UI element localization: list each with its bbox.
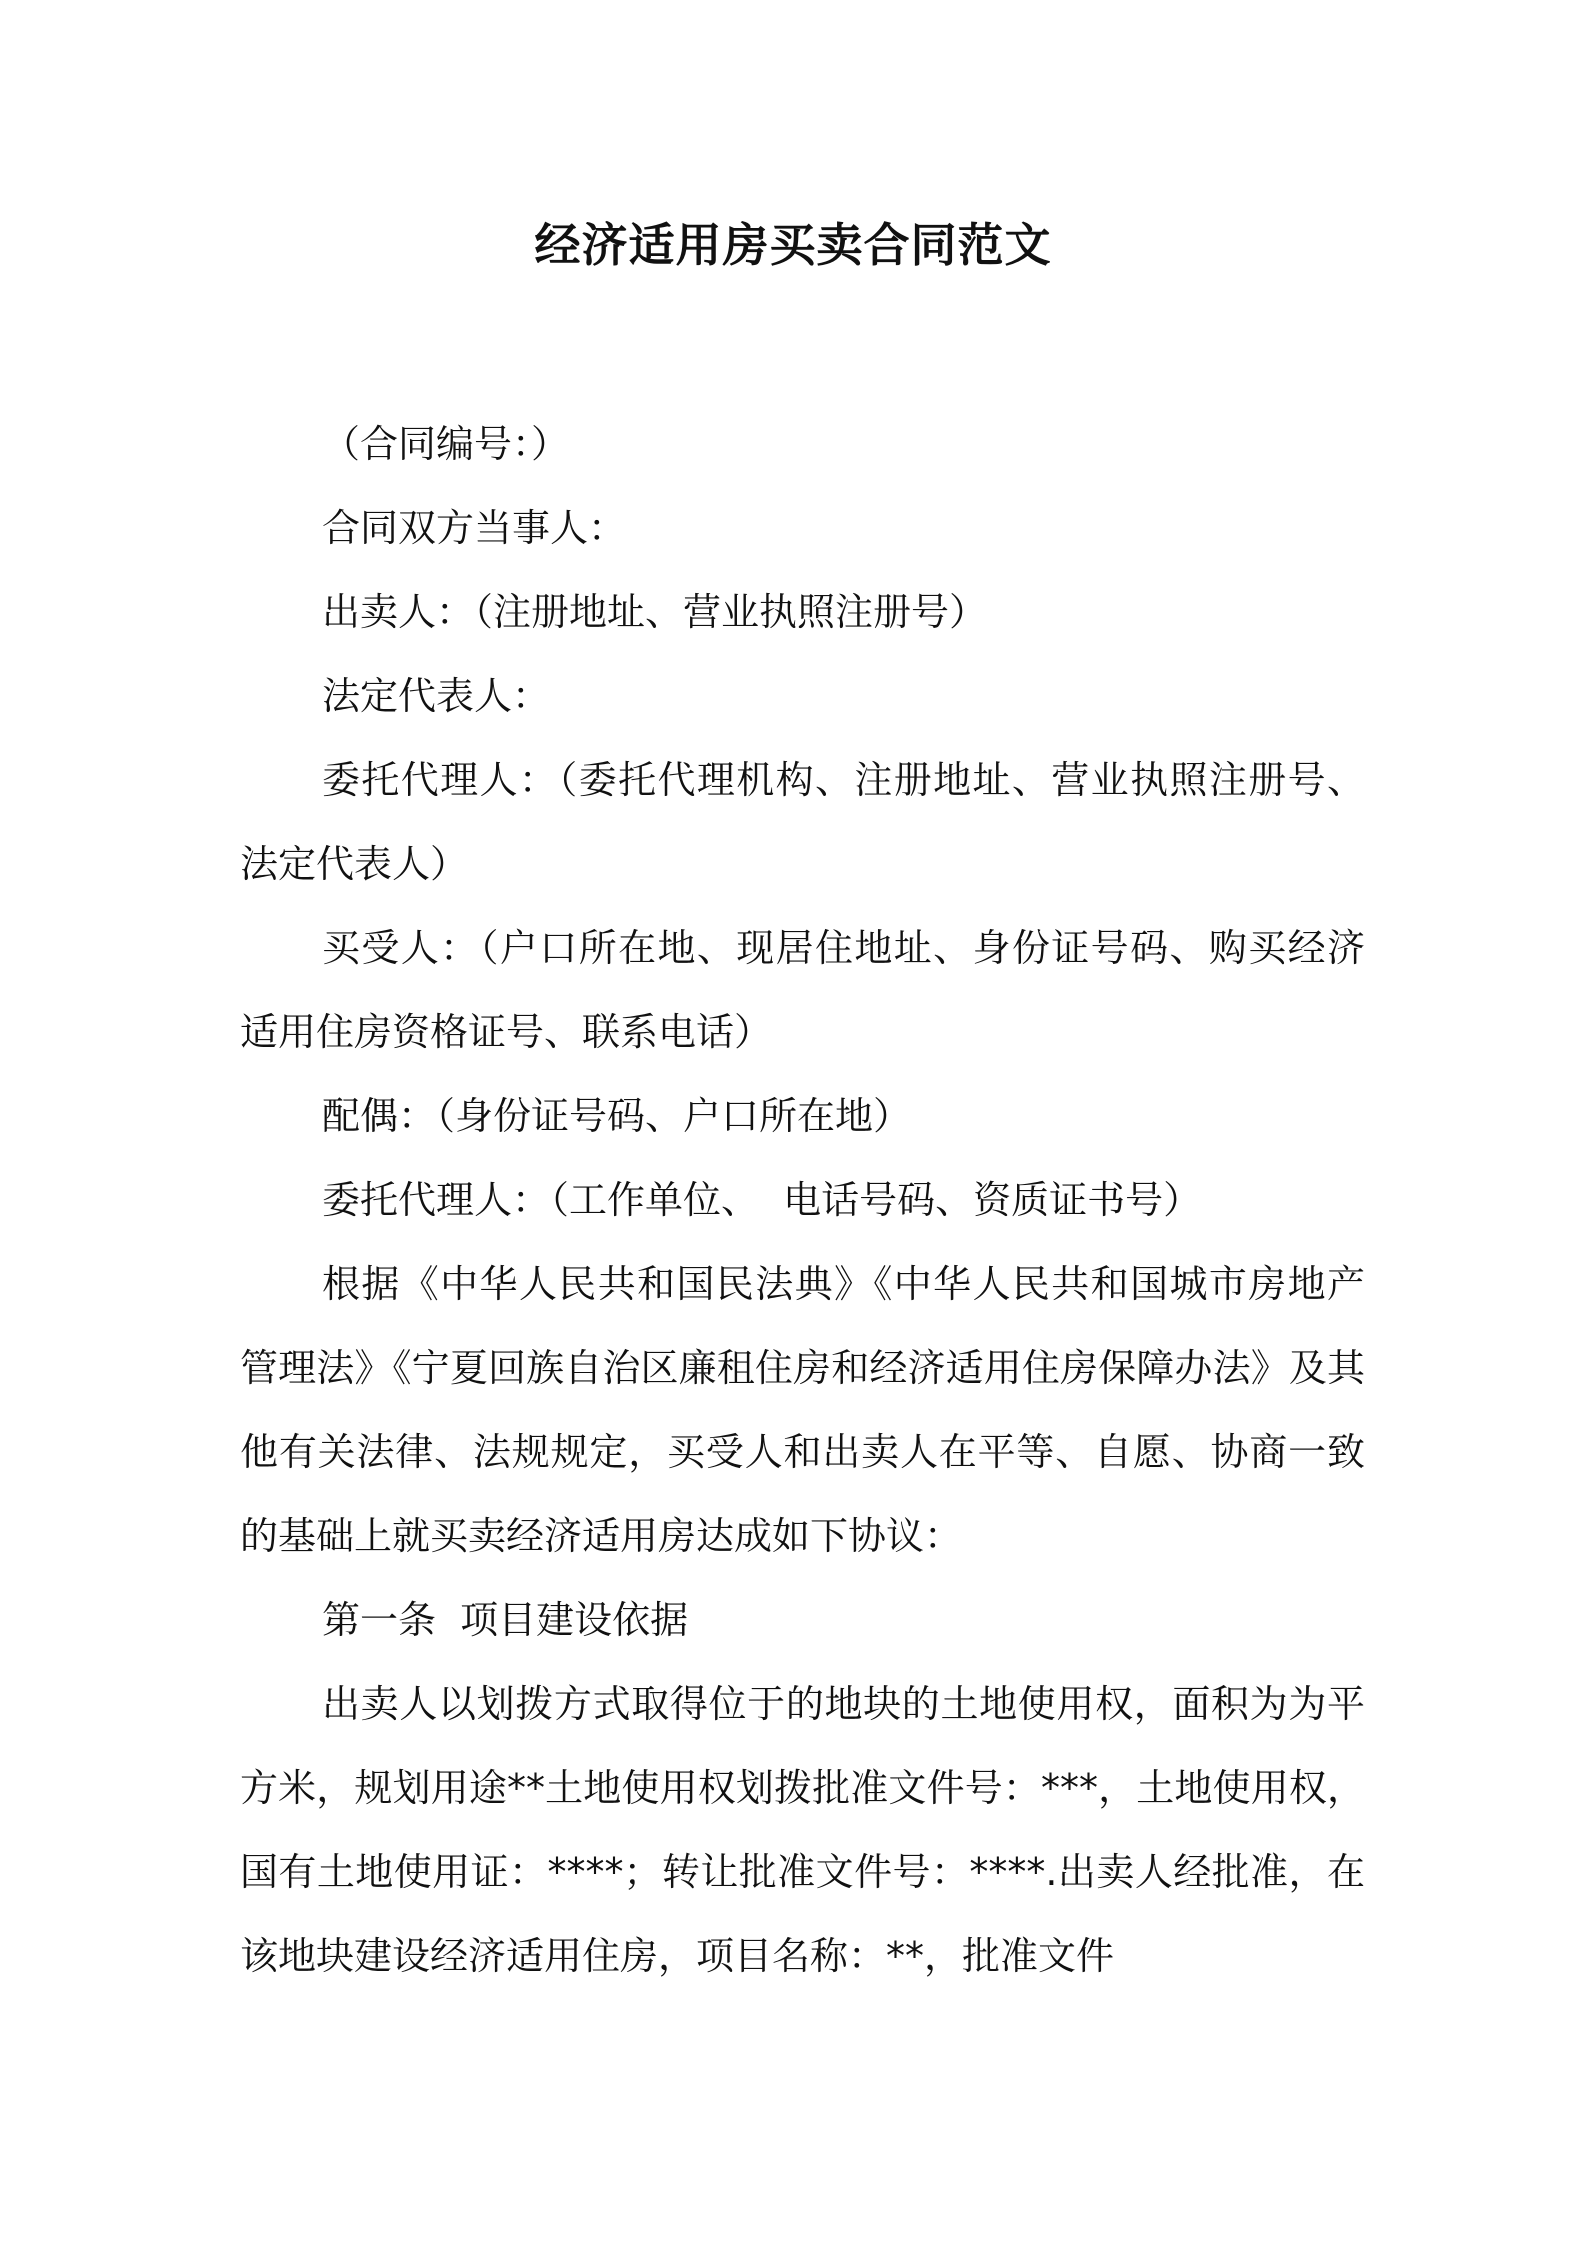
- article-one-paragraph: 出卖人以划拨方式取得位于的地块的土地使用权，面积为为平方米，规划用途**土地使用权划拨批准文件号：***，土地使用权，国有土地使用证：****；转让批准文件号：****.出卖人经批准，在该地块建设经济适用住房，项目名称：**，批准文件: [240, 1682, 1365, 1978]
- contract-number-line: （合同编号：）: [322, 422, 570, 466]
- legal-basis-paragraph: 根据《中华人民共和国民法典》《中华人民共和国城市房地产管理法》《宁夏回族自治区廉租住房和经济适用住房保障办法》及其他有关法律、法规规定，买受人和出卖人在平等、自愿、协商一致的基础上就买卖经济适用房达成如下协议：: [240, 1262, 1365, 1558]
- parties-heading: 合同双方当事人：: [322, 506, 627, 550]
- seller-agent-line: 委托代理人：（委托代理机构、注册地址、营业执照注册号、法定代表人）: [240, 758, 1365, 886]
- buyer-agent-line: 委托代理人：（工作单位、 电话号码、资质证书号）: [322, 1178, 1202, 1222]
- article-one-heading: 第一条 项目建设依据: [322, 1598, 689, 1642]
- buyer-line: 买受人：（户口所在地、现居住地址、身份证号码、购买经济适用住房资格证号、联系电话）: [240, 926, 1365, 1054]
- legal-representative-line: 法定代表人：: [322, 674, 551, 718]
- document-title: 经济适用房买卖合同范文: [534, 218, 1052, 272]
- seller-line: 出卖人：（注册地址、营业执照注册号）: [322, 590, 988, 634]
- document-body: [240, 402, 1365, 1998]
- spouse-line: 配偶：（身份证号码、户口所在地）: [322, 1094, 912, 1138]
